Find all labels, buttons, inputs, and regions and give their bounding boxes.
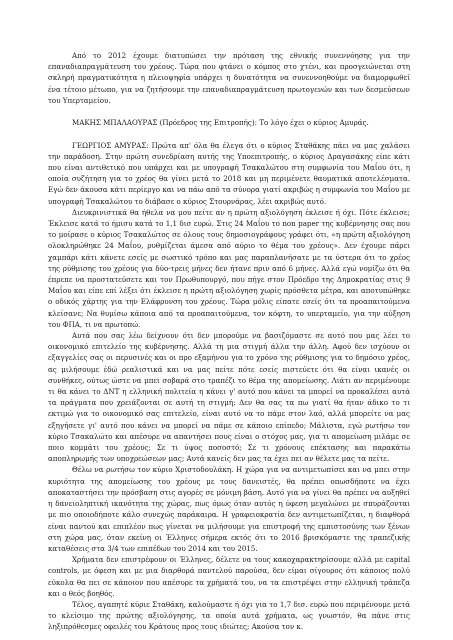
document-body [48, 50, 410, 633]
paragraph-debt-relief: Αυτά που σας λέω δείχνουν ότι δεν μπορούμε να βασιζόμαστε σε αυτό που μας λέει το οικονομικό επιτελείο της κυβέρνησης. Αλλά τη μια στιγμή άλλα την άλλη. Αφού δεν ισχύουν οι εξαγγελίες σας οι περυσινές και οι προ εξαμήνου για το χρόνο της ρύθμισης για το δημόσιο χρέος, ας μιλήσουμε έδώ ρεαλιστικά και να μας πείτε πότε εσείς πιστεύετε ότι θα είναι ικανές οι συνθήκες, ούτως ώστε να μπει σοβαρά στο τραπέζι το θέμα της απομείωσης. Λιάτι αν περιμένουμε τι θα κάνει το ΔΝΤ η ελληνική πολιτεία η κάνει γ' αυτό που κάνει τα μπορεί να προκαλέσει αυτά τα πράγματα που χρειάζονται σε αυτή τη στιγμή; Δεν θα σας τα πω γιατί θα ήταν άδικο το τι εκτιμώ για το οικονομικό σας επιτελείο, είναι αυτό να το πάμε στον λαό, αλλά μπορείτε να μας εξηγήσετε γι' αυτό που κάνει να μπορεί να πάμε σε κάποιο επίπεδο; Μάλιστα, εγώ ρωτήσω τον κύριο Τσακαλώτο και απέσυρε να απαντήσει πους είναι ο στόχος μας, για τι απομείωση μιλάμε σε ποιο κομμάτι του χρέους; Σε τι ύψος ποσοστό; Σε τι χρόνους επέκτασης και παρακάτω αποπληρωμής των υποχρεώσεων μας; Αυτά κανείς δεν μας τα έχει πει αν θέλετε μας τα πείτε. [48, 331, 410, 464]
paragraph-chair-balaouras: ΜΑΚΗΣ ΜΠΑΛΑΟΥΡΑΣ (Πρόεδρος της Επιτροπής): Το λόγο έχει ο κύριος Αμυράς. [72, 118, 369, 128]
paragraph-amyras-opening: ΓΕΩΡΓΙΟΣ ΑΜΥΡΑΣ: Πρώτα απ' όλα θα έλεγα ότι ο κύριος Σταθάκης πάει να μας χαλάσει την παράδοση. Στην πρώτη συνεδρίαση αυτής της Υποεπιτροπής, ο κύριος Δραγασάκης είπε κάτι που είναι αντιθετικό που υπάρχει και με υπογραφή Τσακαλώτου στη συμφωνία του Μαΐου ότι, η οποία συζήτηση για το χρέος θα γίνει μετά το 2018 και μη περιμένετε θαυματικά αποτελέσματα. Εγώ δεν άκουσα κάτι περίεργο και να πάω από τα σύνορα γιατί ακριβώς η συμφωνία του Μαΐου με υπογραφή Τσακαλώτου το διάβασε ο κύριος Στουρνάρας, λέει ακριβώς αυτό. [48, 140, 410, 206]
paragraph-closing-stathakis: Τέλος, αγαπητέ κύριε Σταθάκη, καλούμαστε ή όχι για το 1,7 δισ. ευρώ που περιμένουμε μετά το κλείσιμο της πρώτης αξιολόγησης, τα οποία αυτά χρήματα, ως γνωστόν, θα πάνε στις ληξιπρόθεσμες οφειλές του Κράτους προς τους ιδιώτες; Ακούσα τον κ. [48, 599, 410, 632]
paragraph-first-review: Διευκρινιστικά θα ήθελα να μου πείτε αν η πρώτη αξιολόγηση έκλεισε ή όχι. Πότε έκλεισε; Έκλεισε κατά το ήμισυ κατά το 1,1 δισ ευρώ. Στις 24 Μαΐου το non paper της κυβέρνησης σας που το μοίρασε ο κύριος Τσακαλώτος σε όλους τους δημοσιογράφους γράφει ότι, «η πρώτη αξιολόγηση ολοκληρώθηκε 24 Μαΐου, ρυθμίζεται άμεσα από αύριο το θέμα του χρέους». Δεν έχουμε πάρει χαμπάρι κάτι κάνετε εσείς με σωστικό τρόπο και μας παραπλανήσατε με τα ύστερα ότι το χρέος της ρύθμισης του χρέους για δύο-τρεις μήνες δεν ήτανε πριν από 6 μήνες. Αλλά εγώ νομίζω ότι θα έπρεπε να προστατεύσετε και τον Πρωθυπουργό, που πήγε στον Πρόεδρο της Δημοκρατίας στις 9 Μαΐου και είπε επί λέξει ότι έκλεισε η πρώτη αξιολόγηση χωρίς πρόσθετα μέτρα, και αποτυπώθηκε ο οδικός χάρτης για την Ελάφρυνση του χρέους. Τώρα μόλις είπατε εσείς ότι τα προαπαιτούμενα κλείσανε; Να θυμίσω κάποια από τα προαπαιτούμενα, τον κόφτη, το υπερταμείο, για την αύξηση του ΦΠΑ, τι να πρωτοπώ. [48, 207, 410, 329]
paragraph-gap [48, 128, 410, 139]
paragraph-capital-controls: Χρήματα δεν επιστρέφουν οι Έλληνες, δέλετε να τους κακοχαρακτηρίσουμε αλλά με capital controls, με όφεση και με μια διαρθορά παντελού παρούσα, δεν είμαι σίγουρος ότι κάποιος πολύ εύκολα θα πει σε κάποιον που απέσυρε τα χρήματά του, να τα επιστρέψει στην ελληνική τράπεζα και ο θεός βοηθός. [48, 555, 410, 598]
paragraph-gap [48, 106, 410, 117]
paragraph-intro: Από το 2012 έχουμε διατυπώσει την πρόταση της εθνικής συνεννόησης για την επαναδιαπραγμάτευση του χρέους. Τώρα που φτάνει ο κόμπος στο χτένι, και προσγειώνεται στη σκληρή πραγματικότητα η πλειοψηφία υπάρχει η δυνατότητα να συνεννοηθούμε να διαμορφωθεί ένα τέτοιο μέτωπο, για να ζητήσουμε την επαναδιαπραγμάτευση πρωτογενών και των δεσμεύσεων του Υπερταμείου. [48, 51, 410, 105]
paragraph-christodoulakis-question: Θέλω να ρωτήσω τον κύριο Χριστοδουλάκη. Η χώρα για να αντιμετωπίσει και να μπει στην κυριότητα της απομείωσης του χρέους με τους δανειστές, θα πρέπει οπωσδήποτε να έχει αποκαταστήσει την πρόσβαση στις αγορές σε μόνιμη βάση. Αυτό για να γίνει θα πρέπει να αυξηθεί η δανειοληπτική ικανότητα της χώρας, πως όμως όταν αυτός η ύφεση μεγαλώνει με σπυράζονται με πιο οποιοδήποτε κάλο συνεχώς παράκαιρα. Η γραφειοκρατία δεν αντιμετωπίζεται, η διαφθορά είναι παντού και επιπλέον πως γίνεται να μιλήσουμε για επιστροφή της εμπιστοσύνης των ξένων στη χώρα μας, όταν εκείνη οι Έλληνες σήμερα εκτός ότι το 2016 βρισκόμαστε της τραπεζικής καταθέσεις στα 3/4 των επιπέδων του 2014 και του 2015. [48, 465, 410, 553]
